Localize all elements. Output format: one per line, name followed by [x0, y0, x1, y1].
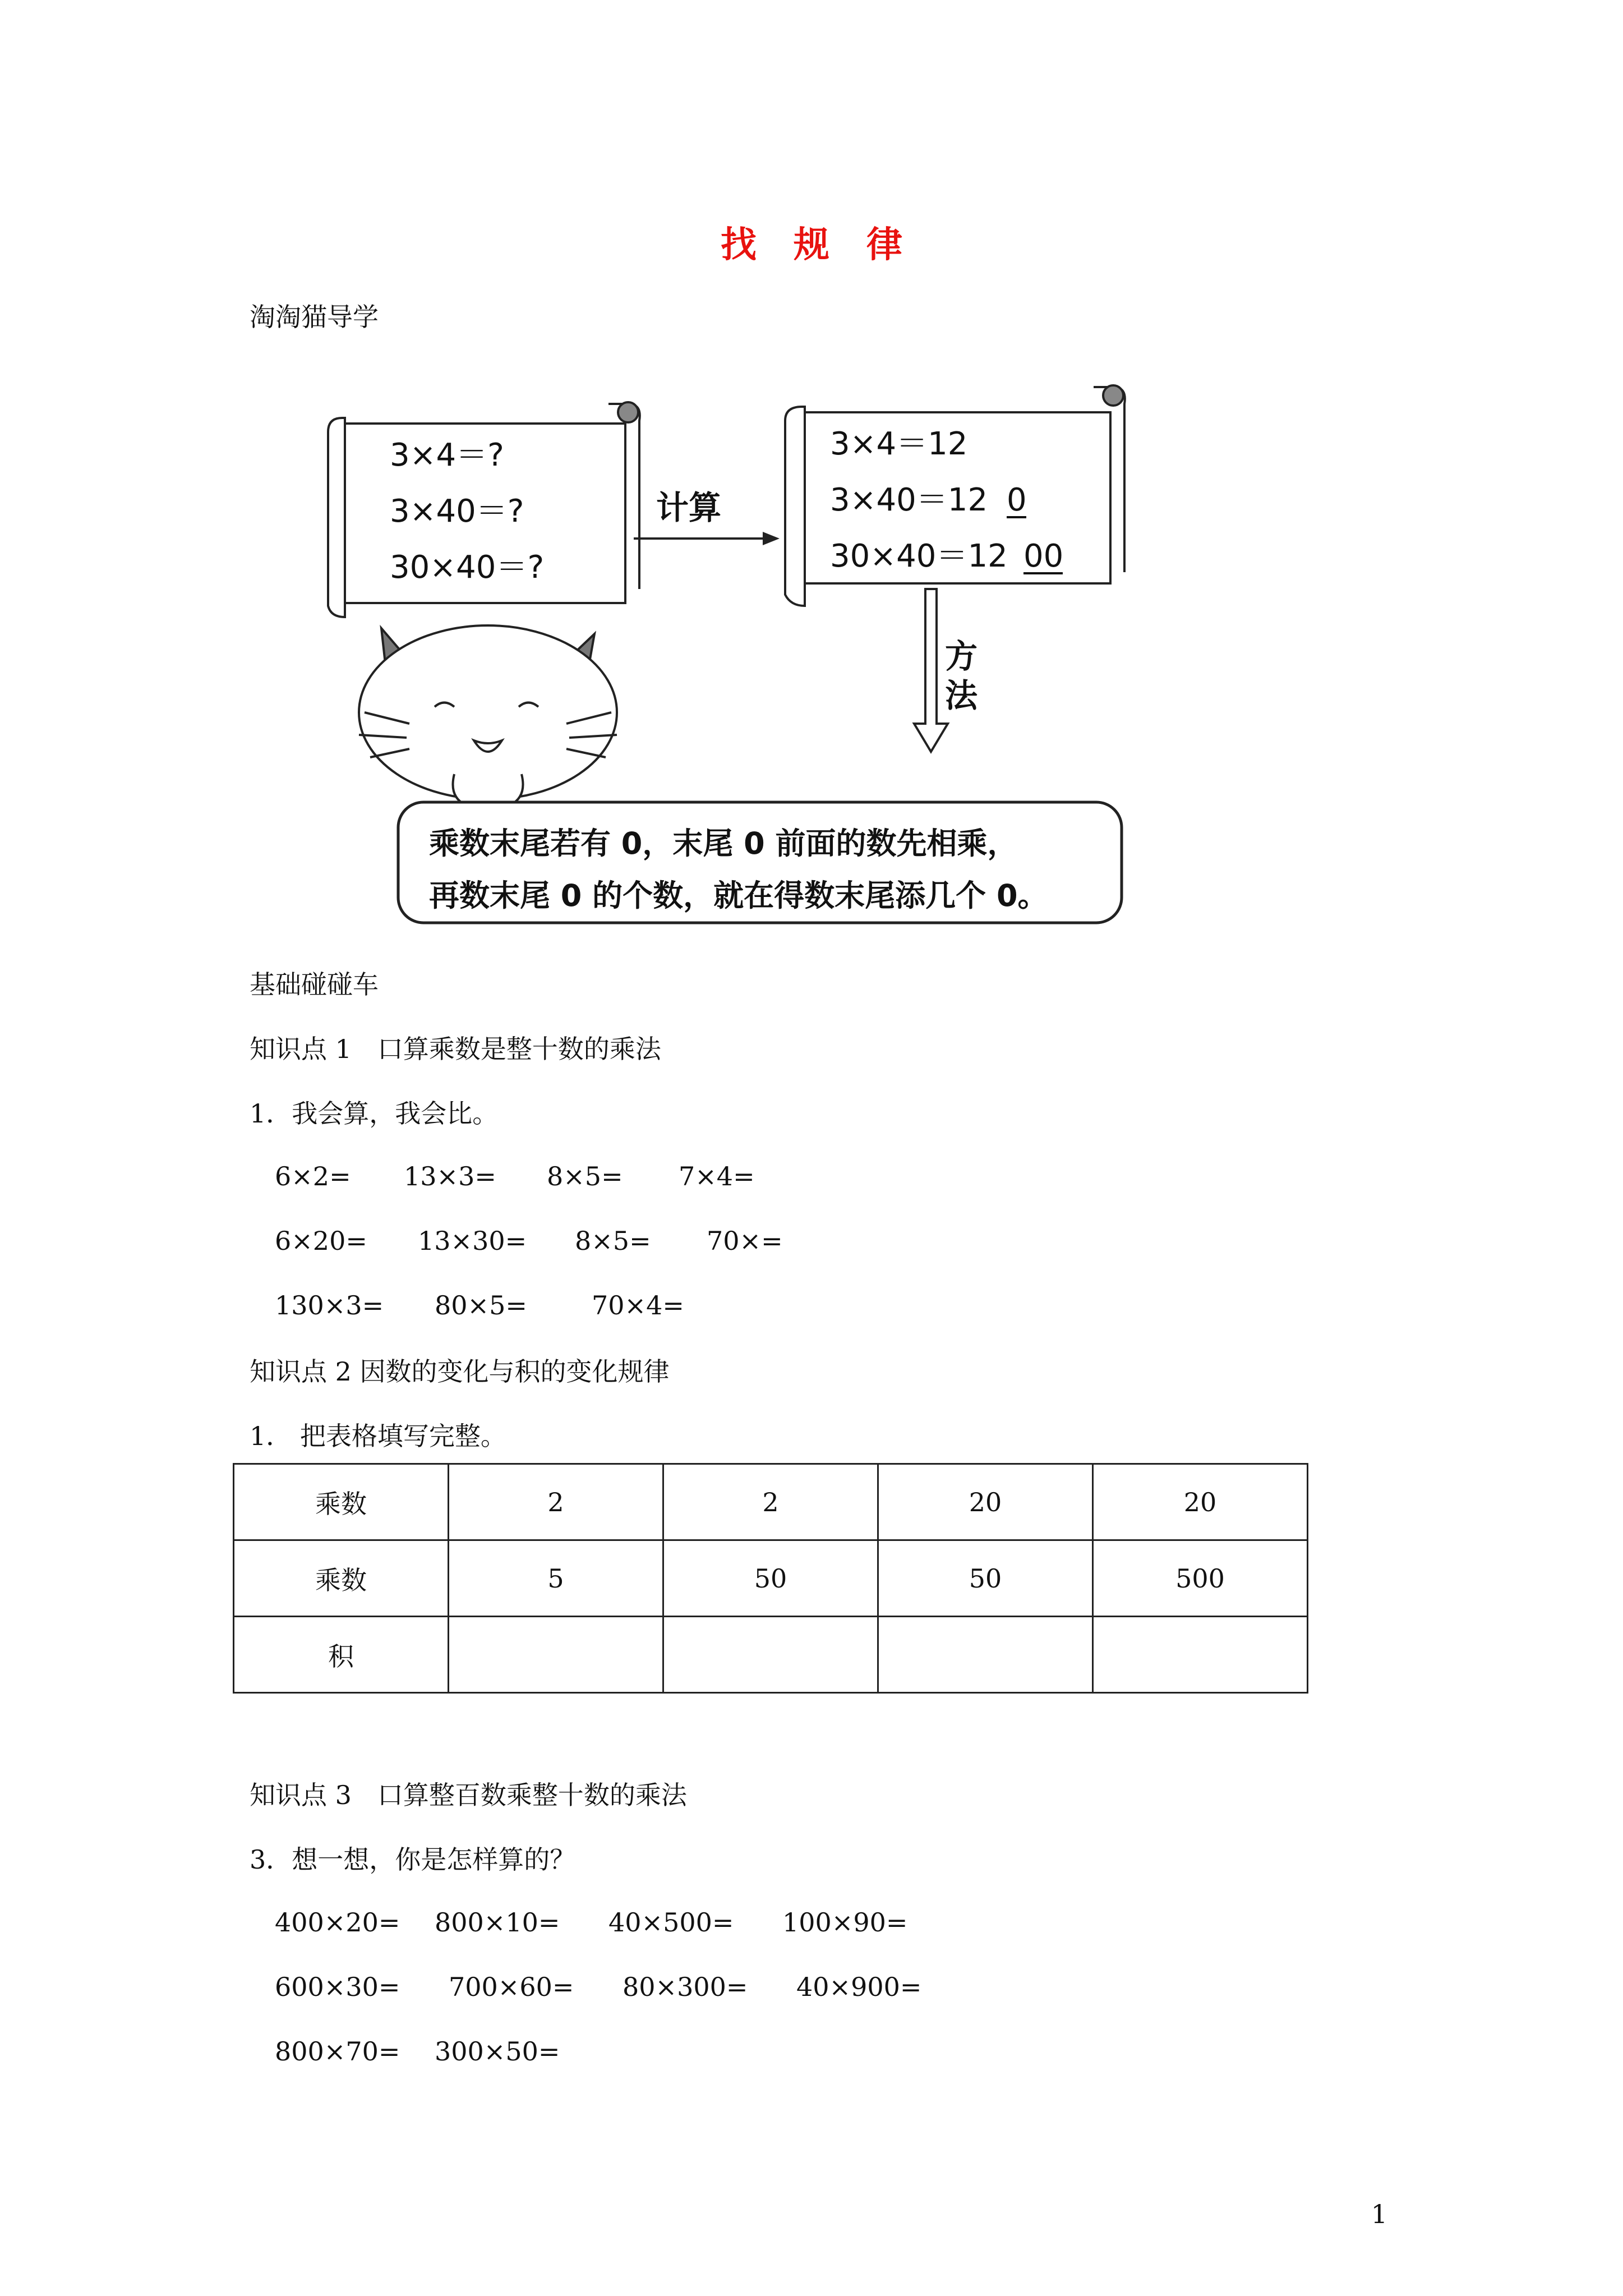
knowledge-point-1: 知识点 1 口算乘数是整十数的乘法: [250, 1034, 661, 1064]
table-cell: 20: [1093, 1464, 1308, 1540]
knowledge-point-2: 知识点 2 因数的变化与积的变化规律: [250, 1356, 670, 1387]
problem: 600×30=: [275, 1972, 400, 2002]
rule-line-1: 乘数末尾若有 0，末尾 0 前面的数先相乘，: [429, 826, 1018, 861]
problem: 700×60=: [449, 1972, 574, 2002]
problem: 6×20=: [275, 1226, 367, 1256]
table-cell: 2: [449, 1464, 663, 1540]
rule-line-2: 再数末尾 0 的个数，就在得数末尾添几个 0。: [429, 878, 1048, 913]
table-row: [234, 1540, 1308, 1617]
problem: 80×5=: [435, 1290, 527, 1320]
problem: 800×70=: [275, 2036, 400, 2067]
question-2: 1． 把表格填写完整。: [250, 1421, 506, 1451]
basic-heading: 基础碰碰车: [250, 969, 379, 1000]
left-line-1: 3×4＝?: [390, 437, 504, 473]
problem: 8×5=: [575, 1226, 651, 1256]
answer-cell[interactable]: [1093, 1617, 1308, 1693]
problem: 70×=: [707, 1226, 783, 1256]
method-label-2: 法: [945, 677, 978, 715]
method-label-1: 方: [945, 637, 978, 675]
right-line-3-zero: 00: [1023, 538, 1064, 574]
guide-heading: 淘淘猫导学: [250, 302, 379, 332]
problem: 130×3=: [275, 1290, 384, 1320]
problem: 6×2=: [275, 1161, 351, 1191]
problem: 13×30=: [418, 1226, 527, 1256]
calc-label: 计算: [656, 489, 722, 527]
table-row: [234, 1617, 1308, 1693]
problem: 8×5=: [547, 1161, 623, 1191]
problem: 300×50=: [435, 2036, 560, 2067]
question-1: 1．我会算，我会比。: [250, 1098, 499, 1129]
question-3: 3．想一想，你是怎样算的？: [250, 1844, 576, 1875]
table-cell: 乘数: [234, 1464, 449, 1540]
right-line-3: 30×40＝12: [830, 538, 1008, 574]
left-line-2: 3×40＝?: [390, 493, 524, 530]
table-row: [234, 1464, 1308, 1540]
right-line-2: 3×40＝12: [830, 482, 988, 518]
problem: 7×4=: [679, 1161, 755, 1191]
problem: 70×4=: [592, 1290, 684, 1320]
problem: 40×900=: [796, 1972, 922, 2002]
table-cell: 50: [878, 1540, 1093, 1617]
problem: 800×10=: [435, 1907, 560, 1938]
method-arrow: [914, 589, 948, 752]
problem: 80×300=: [623, 1972, 748, 2002]
table-cell: 5: [449, 1540, 663, 1617]
table-cell: 乘数: [234, 1540, 449, 1617]
cat-icon: [359, 625, 617, 805]
left-line-3: 30×40＝?: [390, 549, 545, 586]
table-cell: 50: [663, 1540, 878, 1617]
page-number: 1: [1371, 2199, 1387, 2229]
table-cell: 20: [878, 1464, 1093, 1540]
problem: 13×3=: [404, 1161, 496, 1191]
problem: 400×20=: [275, 1907, 400, 1938]
answer-cell[interactable]: [663, 1617, 878, 1693]
table-cell: 2: [663, 1464, 878, 1540]
factor-table: [233, 1463, 1308, 1694]
page-title: 找规律: [721, 224, 939, 266]
rule-illustration: [297, 370, 1183, 931]
knowledge-point-3: 知识点 3 口算整百数乘整十数的乘法: [250, 1780, 687, 1810]
answer-cell[interactable]: [878, 1617, 1093, 1693]
right-line-1: 3×4＝12: [830, 426, 968, 462]
problem: 100×90=: [782, 1907, 908, 1938]
problem: 40×500=: [608, 1907, 734, 1938]
table-cell: 500: [1093, 1540, 1308, 1617]
right-line-2-zero: 0: [1007, 482, 1027, 518]
table-cell: 积: [234, 1617, 449, 1693]
answer-cell[interactable]: [449, 1617, 663, 1693]
